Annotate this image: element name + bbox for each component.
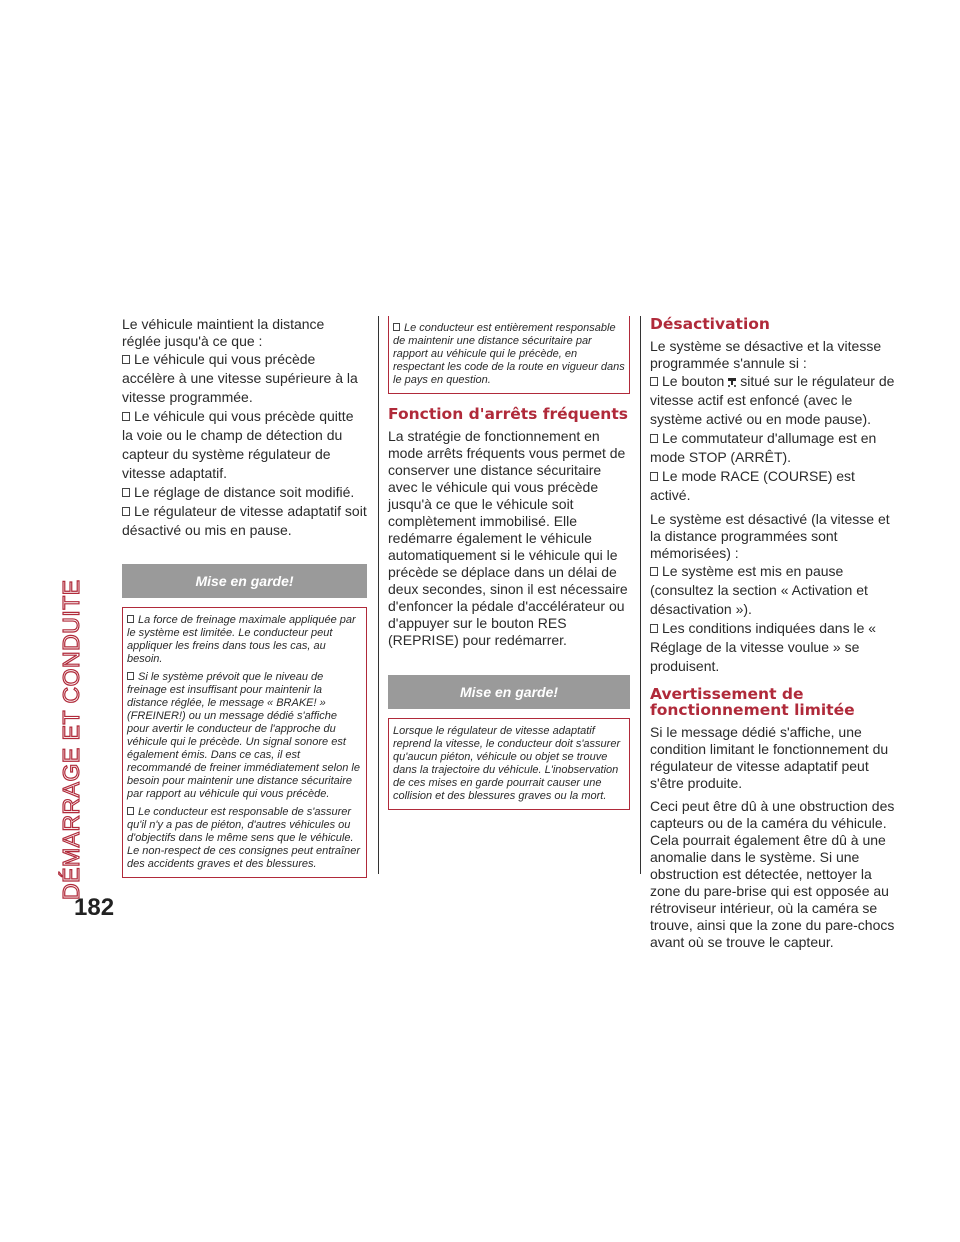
warning-title: Mise en garde! (388, 675, 630, 709)
warning-box (122, 607, 367, 878)
intro-paragraph: Le système se désactive et la vitesse programmée s'annule si : (650, 338, 882, 371)
section-side-title: DÉMARRAGE ET CONDUITE (58, 579, 84, 900)
list-item: Le mode RACE (COURSE) est activé. (650, 468, 855, 503)
warning-text: Lorsque le régulateur de vitesse adaptatif reprend la vitesse, le conducteur doit s'assurer qu'aucun piéton, véhicule ou objet se trouve dans la trajectoire du véhicule. L'inobservation de ces mises en garde pourrait causer une collision et des blessures graves ou la mort. (393, 725, 621, 802)
list-item: Le bouton situé sur le régulateur de vitesse actif est enfoncé (avec le système activé ou en mode pause). (650, 373, 895, 427)
list-item: Le véhicule qui vous précède quitte la voie ou le champ de détection du capteur du système régulateur de vitesse adaptatif. (122, 408, 354, 481)
checkbox-bullet-icon (127, 672, 134, 680)
warning-block (388, 675, 630, 810)
body-paragraph: Si le message dédié s'affiche, une condition limitant le fonctionnement du régulateur de vitesse adaptatif peut s'être produite. (650, 724, 889, 791)
warning-box-continued (388, 316, 630, 394)
checkbox-bullet-icon (122, 412, 130, 421)
intro-paragraph: Le système est désactivé (la vitesse et la distance programmées sont mémorisées) : (650, 511, 890, 561)
section-heading: Fonction d'arrêts fréquents (388, 405, 628, 423)
list-item: Le régulateur de vitesse adaptatif soit désactivé ou mis en pause. (122, 503, 367, 538)
intro-paragraph: Le véhicule maintient la distance réglée jusqu'à ce que : (122, 316, 325, 349)
section-heading: Désactivation (650, 315, 770, 333)
warning-title: Mise en garde! (122, 564, 367, 598)
warning-item: La force de freinage maximale appliquée par le système est limitée. Le conducteur peut appliquer les freins dans tous les cas, au besoin. (127, 614, 356, 665)
checkbox-bullet-icon (127, 807, 134, 815)
page-number: 182 (74, 894, 115, 921)
column-2 (388, 316, 630, 810)
column-divider (378, 316, 379, 874)
warning-item: Le conducteur est entièrement responsable de maintenir une distance sécuritaire par rapport au véhicule qui le précède, en respectant les code de la route en vigueur dans le pays en question. (393, 322, 625, 386)
checkbox-bullet-icon (650, 472, 658, 481)
checkbox-bullet-icon (393, 323, 400, 331)
warning-item: Si le système prévoit que le niveau de freinage est insuffisant pour maintenir la distance réglée, le message « BRAKE! » (FREINER!) ou un message dédié s'affiche pour avertir le conducteur de l'approche du véhicule qui le précède. Un signal sonore est également émis. Dans ce cas, il est recommandé de freiner immédiatement selon le besoin pour maintenir une distance sécuritaire par rapport au véhicule qui vous précède. (127, 671, 360, 800)
list-item: Le système est mis en pause (consultez la section « Activation et désactivation »). (650, 563, 868, 617)
column-1 (122, 316, 367, 878)
checkbox-bullet-icon (650, 434, 658, 443)
list-item: Le réglage de distance soit modifié. (122, 483, 367, 502)
body-paragraph: La stratégie de fonctionnement en mode arrêts fréquents vous permet de conserver une distance sécuritaire avec le véhicule qui vous précède jusqu'à ce que le véhicule soit complètement immobilisé. Elle redémarre également le véhicule automatiquement si le véhicule qui le précède se déplace dans un délai de deux secondes, sinon il est nécessaire d'enfoncer la pédale d'accélérateur ou d'appuyer sur le bouton RES (REPRISE) pour redémarrer. (388, 428, 628, 648)
checkbox-bullet-icon (650, 624, 658, 633)
section-heading: Avertissement de fonctionnement limitée (650, 685, 855, 719)
body-paragraph: Ceci peut être dû à une obstruction des capteurs ou de la caméra du véhicule. Cela pourrait également être dû à une anomalie dans le système. Si une obstruction est détectée, nettoyer la zone du pare-brise qui est opposée au rétroviseur intérieur, où la caméra se trouve, ainsi que la zone du pare-chocs avant où se trouve le capteur. (650, 798, 895, 950)
checkbox-bullet-icon (650, 567, 658, 576)
warning-block (122, 564, 367, 878)
list-item: Le véhicule qui vous précède accélère à une vitesse supérieure à la vitesse programmée. (122, 351, 358, 405)
checkbox-bullet-icon (122, 488, 130, 497)
checkbox-bullet-icon (650, 377, 658, 386)
warning-item: Le conducteur est responsable de s'assurer qu'il n'y a pas de piéton, d'autres véhicules ou d'objectifs dans le même sens que le véhicule. Le non-respect de ces consignes peut entraîner des accidents graves et des blessures. (127, 806, 360, 870)
list-item: Les conditions indiquées dans le « Réglage de la vitesse voulue » se produisent. (650, 620, 877, 674)
column-divider (640, 316, 641, 874)
cruise-control-icon (726, 375, 738, 387)
warning-box (388, 718, 630, 810)
checkbox-bullet-icon (122, 355, 130, 364)
column-3 (650, 316, 895, 957)
list-item: Le commutateur d'allumage est en mode STOP (ARRÊT). (650, 430, 877, 465)
checkbox-bullet-icon (122, 507, 130, 516)
checkbox-bullet-icon (127, 615, 134, 623)
